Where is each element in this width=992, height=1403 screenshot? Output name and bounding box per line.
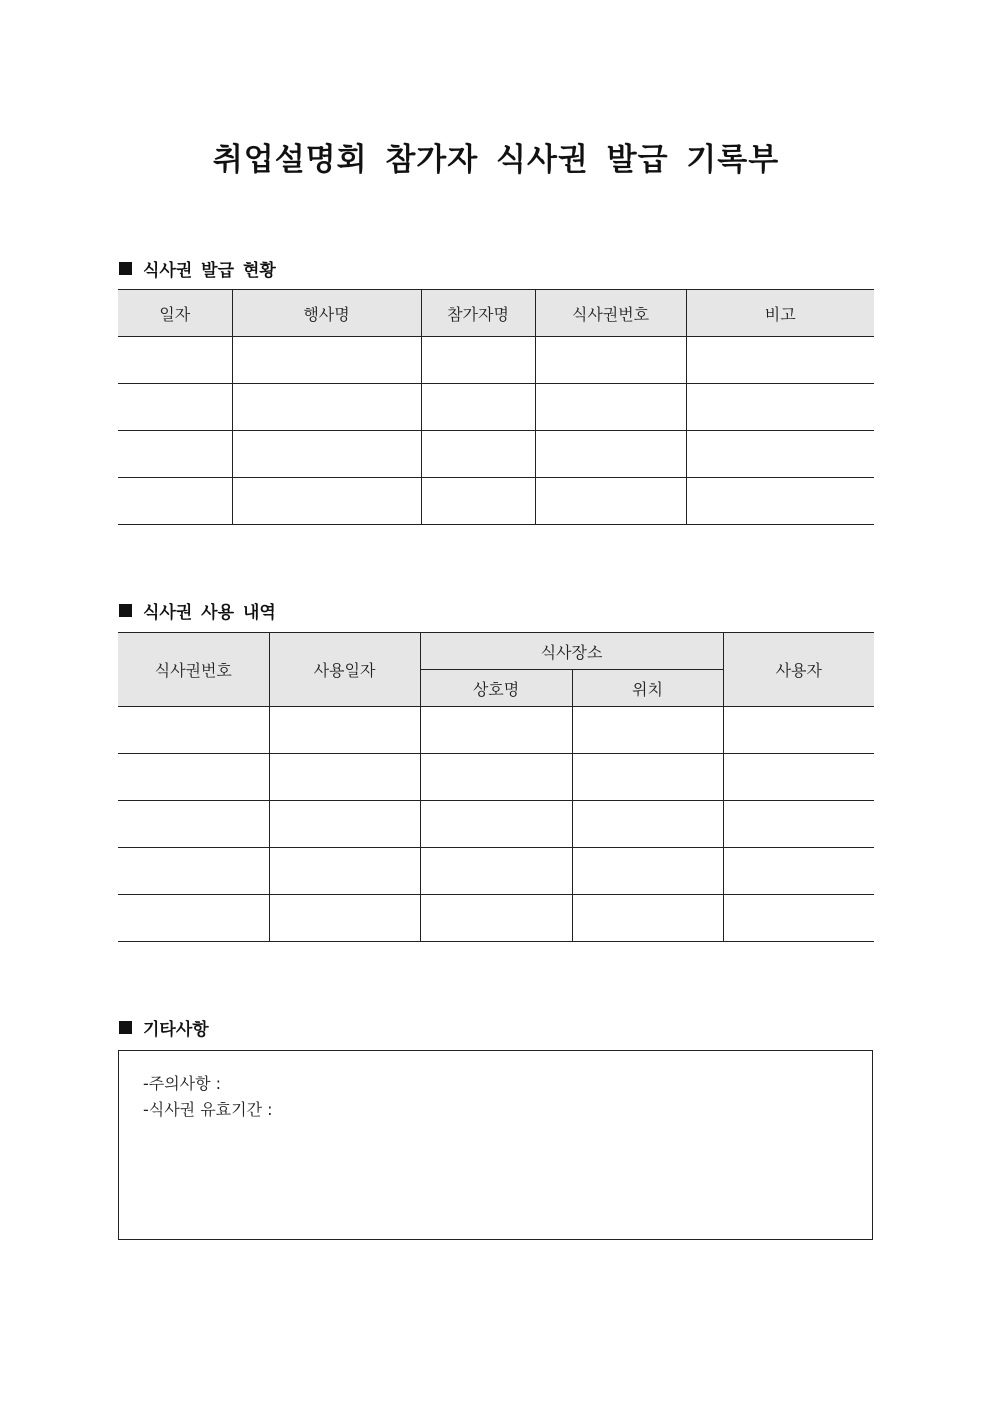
cell[interactable] (232, 337, 421, 384)
cell[interactable] (686, 337, 874, 384)
document-title: 취업설명회 참가자 식사권 발급 기록부 (212, 142, 780, 178)
table-header-row (118, 633, 874, 670)
cell[interactable] (572, 848, 723, 895)
col-header-location: 위치 (572, 670, 723, 707)
col-header-user: 사용자 (723, 633, 874, 707)
cell[interactable] (118, 431, 232, 478)
cell[interactable] (572, 754, 723, 801)
cell[interactable] (421, 431, 535, 478)
cell[interactable] (572, 895, 723, 942)
cell[interactable] (232, 478, 421, 525)
col-header-event-name: 행사명 (232, 290, 421, 337)
square-bullet-icon (119, 604, 132, 617)
cell[interactable] (420, 848, 572, 895)
usage-table (118, 632, 874, 942)
table-header-row (118, 290, 874, 337)
cell[interactable] (118, 895, 269, 942)
cell[interactable] (723, 801, 874, 848)
issuance-heading-text: 식사권 발급 현황 (143, 261, 276, 281)
cell[interactable] (118, 384, 232, 431)
square-bullet-icon (119, 262, 132, 275)
cell[interactable] (421, 384, 535, 431)
cell[interactable] (535, 431, 686, 478)
cell[interactable] (420, 707, 572, 754)
table-row (118, 337, 874, 384)
cell[interactable] (118, 478, 232, 525)
note-validity-line: -식사권 유효기간 : (143, 1100, 273, 1119)
issuance-heading (119, 256, 276, 281)
cell[interactable] (421, 478, 535, 525)
col-header-remarks: 비고 (686, 290, 874, 337)
square-bullet-icon (119, 1021, 132, 1034)
cell[interactable] (420, 801, 572, 848)
table-row (118, 431, 874, 478)
cell[interactable] (420, 895, 572, 942)
table-row (118, 707, 874, 754)
cell[interactable] (686, 478, 874, 525)
table-row (118, 895, 874, 942)
cell[interactable] (232, 384, 421, 431)
cell[interactable] (572, 707, 723, 754)
notes-heading-text: 기타사항 (143, 1020, 209, 1040)
cell[interactable] (118, 707, 269, 754)
table-row (118, 848, 874, 895)
cell[interactable] (421, 337, 535, 384)
table-row (118, 478, 874, 525)
cell[interactable] (118, 801, 269, 848)
note-caution-line: -주의사항 : (143, 1074, 222, 1093)
col-header-meal-place: 식사장소 (420, 633, 723, 670)
cell[interactable] (232, 431, 421, 478)
col-header-participant: 참가자명 (421, 290, 535, 337)
cell[interactable] (269, 754, 420, 801)
cell[interactable] (686, 384, 874, 431)
notes-heading (119, 1015, 209, 1040)
cell[interactable] (118, 754, 269, 801)
cell[interactable] (535, 337, 686, 384)
table-row (118, 801, 874, 848)
cell[interactable] (118, 337, 232, 384)
col-header-use-date: 사용일자 (269, 633, 420, 707)
cell[interactable] (269, 707, 420, 754)
cell[interactable] (269, 801, 420, 848)
cell[interactable] (572, 801, 723, 848)
col-header-date: 일자 (118, 290, 232, 337)
cell[interactable] (118, 848, 269, 895)
col-header-ticket-no: 식사권번호 (535, 290, 686, 337)
cell[interactable] (723, 754, 874, 801)
cell[interactable] (535, 478, 686, 525)
table-row (118, 754, 874, 801)
notes-box[interactable] (118, 1050, 873, 1240)
col-header-store-name: 상호명 (420, 670, 572, 707)
cell[interactable] (269, 895, 420, 942)
cell[interactable] (723, 895, 874, 942)
col-header-ticket-no: 식사권번호 (118, 633, 269, 707)
cell[interactable] (420, 754, 572, 801)
cell[interactable] (723, 848, 874, 895)
cell[interactable] (535, 384, 686, 431)
cell[interactable] (723, 707, 874, 754)
cell[interactable] (269, 848, 420, 895)
usage-heading (119, 598, 276, 623)
table-row (118, 384, 874, 431)
cell[interactable] (686, 431, 874, 478)
usage-heading-text: 식사권 사용 내역 (143, 603, 276, 623)
issuance-table (118, 289, 874, 525)
